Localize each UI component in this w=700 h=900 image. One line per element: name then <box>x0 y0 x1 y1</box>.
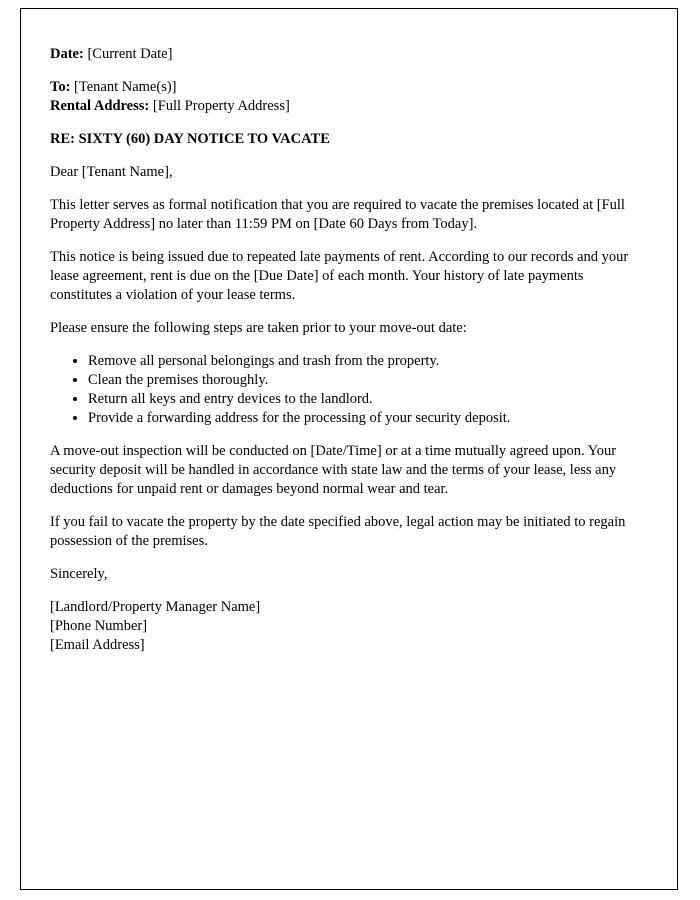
paragraph-vacate-notice: This letter serves as formal notification that you are required to vacate the premises located at [Full Property Address] no later than 11:59 PM on [Date 60 Days from Today]. <box>50 197 625 232</box>
to-value: [Tenant Name(s)] <box>74 79 177 95</box>
paragraph-steps-intro: Please ensure the following steps are taken prior to your move-out date: <box>50 320 467 336</box>
date-label: Date: <box>50 46 84 62</box>
to-line <box>50 78 649 97</box>
paragraph-inspection-deposit: A move-out inspection will be conducted on [Date/Time] or at a time mutually agreed upon. Your security deposit will be handled in accordance with state law and the terms of your lease, less any deductions for unpaid rent or damages beyond normal wear and tear. <box>50 443 617 497</box>
letter-page <box>20 8 678 890</box>
rental-address-label: Rental Address: <box>50 98 150 114</box>
salutation: Dear [Tenant Name], <box>50 164 173 180</box>
list-item: • Return all keys and entry devices to the landlord. <box>88 390 649 409</box>
date-line <box>50 45 649 64</box>
list-item: • Clean the premises thoroughly. <box>88 371 649 390</box>
signature-block <box>50 598 649 655</box>
subject-text: RE: SIXTY (60) DAY NOTICE TO VACATE <box>50 131 330 147</box>
list-item: • Remove all personal belongings and trash from the property. <box>88 352 649 371</box>
closing: Sincerely, <box>50 566 108 582</box>
rental-address-line <box>50 97 649 116</box>
signature-name: [Landlord/Property Manager Name] <box>50 599 261 615</box>
moveout-checklist <box>50 352 649 428</box>
paragraph-legal-action: If you fail to vacate the property by the date specified above, legal action may be initiated to regain possession of the premises. <box>50 514 626 549</box>
signature-email: [Email Address] <box>50 637 145 653</box>
rental-address-value: [Full Property Address] <box>152 98 290 114</box>
paragraph-reason: This notice is being issued due to repeated late payments of rent. According to our records and your lease agreement, rent is due on the [Due Date] of each month. Your history of late payments constitutes a violation of your lease terms. <box>50 249 629 303</box>
signature-phone: [Phone Number] <box>50 618 148 634</box>
list-item: • Provide a forwarding address for the processing of your security deposit. <box>88 409 649 428</box>
date-value: [Current Date] <box>87 46 173 62</box>
subject-line <box>50 130 649 149</box>
to-label: To: <box>50 79 71 95</box>
